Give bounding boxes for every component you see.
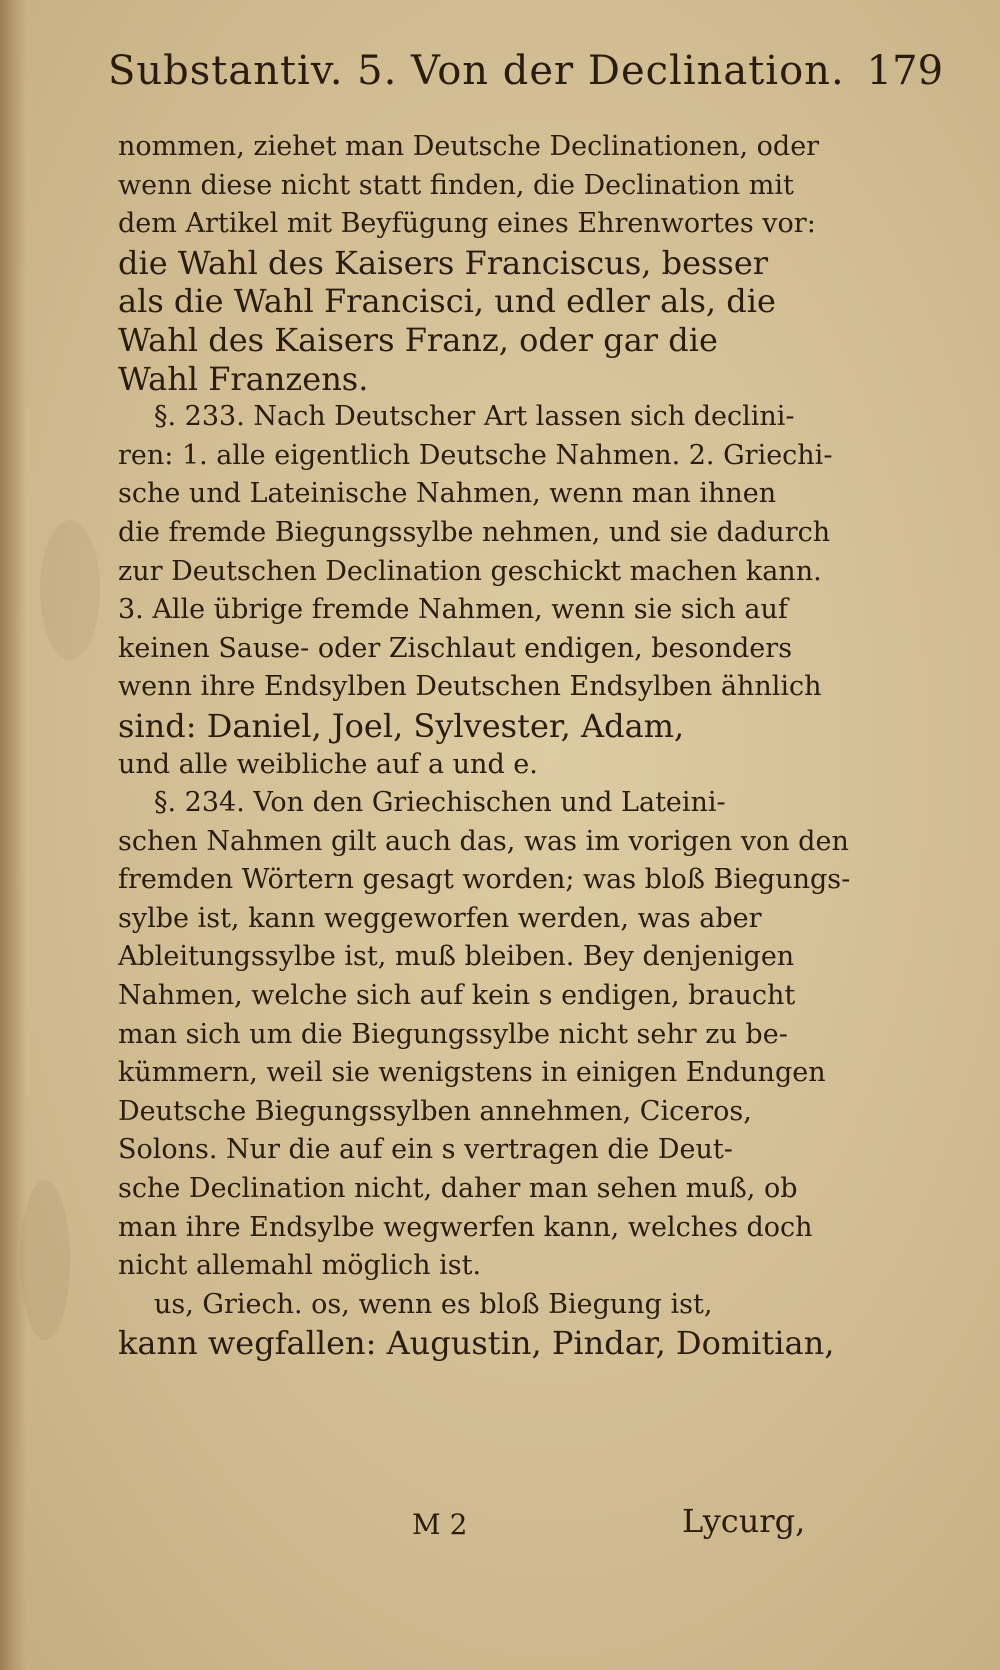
- text-line: Ableitungssylbe ist, muß bleiben. Bey denjenigen: [118, 941, 795, 973]
- page-number: 179: [866, 48, 944, 94]
- signature-mark: M 2: [412, 1508, 468, 1541]
- text-line: man sich um die Biegungssylbe nicht sehr zu be-: [118, 1018, 788, 1050]
- running-header: [108, 48, 988, 94]
- text-line: man ihre Endsylbe wegwerfen kann, welches doch: [118, 1211, 813, 1243]
- text-line: sche und Lateinische Nahmen, wenn man ihnen: [118, 478, 777, 510]
- text-line: us, Griech. os, wenn es bloß Biegung ist,: [154, 1288, 713, 1320]
- text-line: fremden Wörtern gesagt worden; was bloß Biegungs-: [118, 864, 851, 896]
- running-head-title: Substantiv. 5. Von der Declination.: [108, 48, 845, 94]
- text-line: nommen, ziehet man Deutsche Declinationen, oder: [118, 131, 820, 162]
- text-line: die Wahl des Kaisers Franciscus, besser: [118, 243, 769, 282]
- text-line: kümmern, weil sie wenigstens in einigen Endungen: [118, 1057, 826, 1089]
- text-line: wenn diese nicht statt finden, die Declination mit: [118, 169, 794, 201]
- text-line: dem Artikel mit Beyfügung eines Ehrenwortes vor:: [118, 208, 816, 240]
- page-edge-shadow: [0, 0, 26, 1670]
- text-line: ren: 1. alle eigentlich Deutsche Nahmen. 2. Griechi-: [118, 439, 833, 471]
- text-line: keinen Sause- oder Zischlaut endigen, besonders: [118, 632, 793, 664]
- paper-stain: [20, 1180, 70, 1340]
- text-line: 3. Alle übrige fremde Nahmen, wenn sie sich auf: [118, 594, 788, 626]
- text-line: schen Nahmen gilt auch das, was im vorigen von den: [118, 825, 849, 857]
- text-line: Nahmen, welche sich auf kein s endigen, braucht: [118, 980, 796, 1012]
- text-line: sind: Daniel, Joel, Sylvester, Adam,: [118, 706, 685, 745]
- text-line: Wahl Franzens.: [118, 359, 369, 398]
- text-line: sylbe ist, kann weggeworfen werden, was aber: [118, 902, 762, 934]
- body-text: [118, 128, 851, 1363]
- text-line: Deutsche Biegungssylben annehmen, Ciceros,: [118, 1095, 752, 1127]
- text-line: kann wegfallen: Augustin, Pindar, Domitian,: [118, 1324, 835, 1363]
- text-line: §. 233. Nach Deutscher Art lassen sich declini-: [154, 401, 795, 433]
- text-line: die fremde Biegungssylbe nehmen, und sie dadurch: [118, 516, 831, 548]
- text-line: Wahl des Kaisers Franz, oder gar die: [118, 320, 718, 359]
- text-line: nicht allemahl möglich ist.: [118, 1250, 482, 1282]
- text-line: sche Declination nicht, daher man sehen muß, ob: [118, 1173, 798, 1205]
- text-line: und alle weibliche auf a und e.: [118, 748, 538, 780]
- text-line: §. 234. Von den Griechischen und Lateini-: [154, 787, 726, 819]
- text-line: Solons. Nur die auf ein s vertragen die Deut-: [118, 1134, 733, 1166]
- text-line: wenn ihre Endsylben Deutschen Endsylben ähnlich: [118, 671, 822, 703]
- text-line: als die Wahl Francisci, und edler als, die: [118, 282, 776, 321]
- paper-stain: [40, 520, 100, 660]
- text-line: zur Deutschen Declination geschickt machen kann.: [118, 555, 822, 587]
- catchword: Lycurg,: [682, 1502, 806, 1540]
